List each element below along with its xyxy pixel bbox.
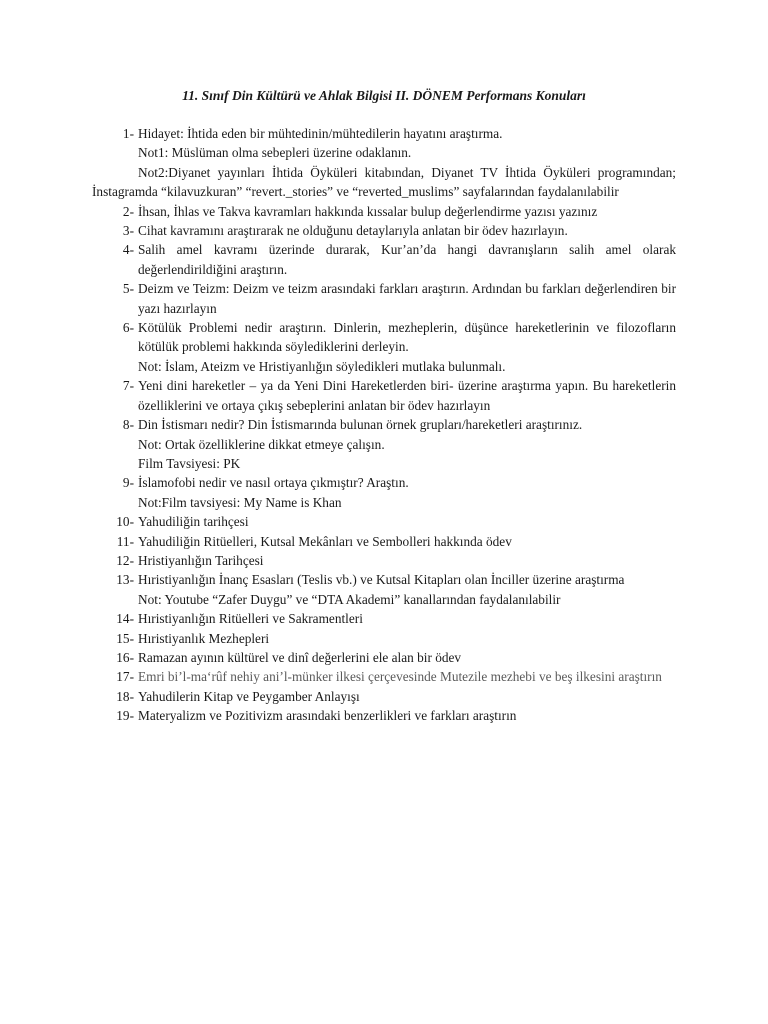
list-item (92, 473, 676, 492)
item-number: 18- (116, 688, 134, 704)
list-item (92, 415, 676, 434)
item-note: Not: Ortak özelliklerine dikkat etmeye çalışın. (138, 436, 385, 452)
item-note: Not: Youtube “Zafer Duygu” ve “DTA Akademi” kanallarından faydalanılabilir (138, 591, 561, 607)
item-number: 15- (116, 630, 134, 646)
list-item (92, 512, 676, 531)
list-item (92, 202, 676, 221)
item-text: Cihat kavramını araştırarak ne olduğunu detaylarıyla anlatan bir ödev hazırlayın. (138, 223, 568, 239)
item-text: Din İstismarı nedir? Din İstismarında bulunan örnek grupları/hareketleri araştırınız. (138, 417, 583, 433)
list-item (92, 667, 676, 686)
item-note: Film Tavsiyesi: PK (138, 455, 241, 471)
list-item (92, 279, 676, 318)
page-title: 11. Sınıf Din Kültürü ve Ahlak Bilgisi II. DÖNEM Performans Konuları (182, 88, 586, 103)
item-number: 3- (122, 223, 134, 239)
item-text: Materyalizm ve Pozitivizm arasındaki benzerlikleri ve farkları araştırın (138, 708, 517, 724)
list-item (92, 706, 676, 725)
item-number: 8- (122, 417, 134, 433)
item-note: Not: İslam, Ateizm ve Hristiyanlığın söyledikleri mutlaka bulunmalı. (138, 358, 506, 374)
list-item (92, 687, 676, 706)
item-text: Ramazan ayının kültürel ve dinî değerlerini ele alan bir ödev (138, 649, 462, 665)
item-number: 16- (116, 649, 134, 665)
topic-list (92, 124, 676, 726)
item-text: Hıristiyanlık Mezhepleri (138, 630, 270, 646)
item-number: 9- (122, 475, 134, 491)
list-item (92, 570, 676, 589)
list-item (92, 629, 676, 648)
item-text: Emri bi’l-ma‘rûf nehiy ani’l-münker ilkesi çerçevesinde Mutezile mezhebi ve beş ilkesini araştırın (138, 669, 662, 685)
list-item (92, 221, 676, 240)
item-note-text: Not2:Diyanet yayınları İhtida Öyküleri kitabından, Diyanet TV İhtida Öyküleri programından; İnstagramda “kilavuzkuran” “revert._stories” ve “reverted_muslims” sayfalarından faydalanılabilir (92, 164, 676, 200)
list-item (92, 376, 676, 415)
item-number: 7- (122, 378, 134, 394)
item-text: Hıristiyanlığın İnanç Esasları (Teslis vb.) ve Kutsal Kitapları olan İnciller üzerine araştırma (138, 572, 625, 588)
item-note (92, 163, 676, 202)
list-item (92, 124, 676, 143)
item-text: Yahudilerin Kitap ve Peygamber Anlayışı (138, 688, 360, 704)
list-item (92, 551, 676, 570)
item-text: Salih amel kavramı üzerinde durarak, Kur’an’da hangi davranışların salih amel olarak değerlendirildiğini araştırın. (138, 242, 676, 277)
item-number: 17- (116, 669, 134, 685)
item-number: 12- (116, 552, 134, 568)
list-item (92, 240, 676, 279)
item-text: Yahudiliğin tarihçesi (138, 514, 249, 530)
item-number: 19- (116, 708, 134, 724)
item-note: Not1: Müslüman olma sebepleri üzerine odaklanın. (138, 145, 412, 161)
item-number: 10- (116, 514, 134, 530)
list-item (92, 532, 676, 551)
list-item (92, 318, 676, 357)
item-text: İslamofobi nedir ve nasıl ortaya çıkmıştır? Araştın. (138, 475, 409, 491)
item-text: İhsan, İhlas ve Takva kavramları hakkında kıssalar bulup değerlendirme yazısı yazınız (138, 203, 598, 219)
item-text: Hristiyanlığın Tarihçesi (138, 552, 264, 568)
item-number: 11- (116, 533, 134, 549)
item-text: Yahudiliğin Ritüelleri, Kutsal Mekânları ve Sembolleri hakkında ödev (138, 533, 512, 549)
list-item (92, 609, 676, 628)
item-number: 13- (116, 572, 134, 588)
item-text: Hıristiyanlığın Ritüelleri ve Sakramentleri (138, 611, 363, 627)
item-number: 4- (122, 242, 134, 258)
item-number: 2- (122, 203, 134, 219)
item-number: 5- (122, 281, 134, 297)
item-number: 1- (122, 126, 134, 141)
item-text: Hidayet: İhtida eden bir mühtedinin/mühtedilerin hayatını araştırma. (138, 126, 503, 141)
item-text: Deizm ve Teizm: Deizm ve teizm arasındaki farkları araştırın. Ardından bu farkları değerlendiren bir yazı hazırlayın (138, 281, 676, 316)
item-note: Not:Film tavsiyesi: My Name is Khan (138, 494, 342, 510)
item-number: 14- (116, 611, 134, 627)
item-text: Kötülük Problemi nedir araştırın. Dinlerin, mezheplerin, düşünce hareketlerinin ve filozofların kötülük problemi hakkında söylediklerini derleyin. (138, 320, 676, 355)
list-item (92, 648, 676, 667)
item-number: 6- (122, 320, 134, 336)
item-text: Yeni dini hareketler – ya da Yeni Dini Hareketlerden biri- üzerine araştırma yapın. Bu hareketlerin özelliklerini ve ortaya çıkış sebeplerini anlatan bir ödev hazırlayın (138, 378, 676, 413)
